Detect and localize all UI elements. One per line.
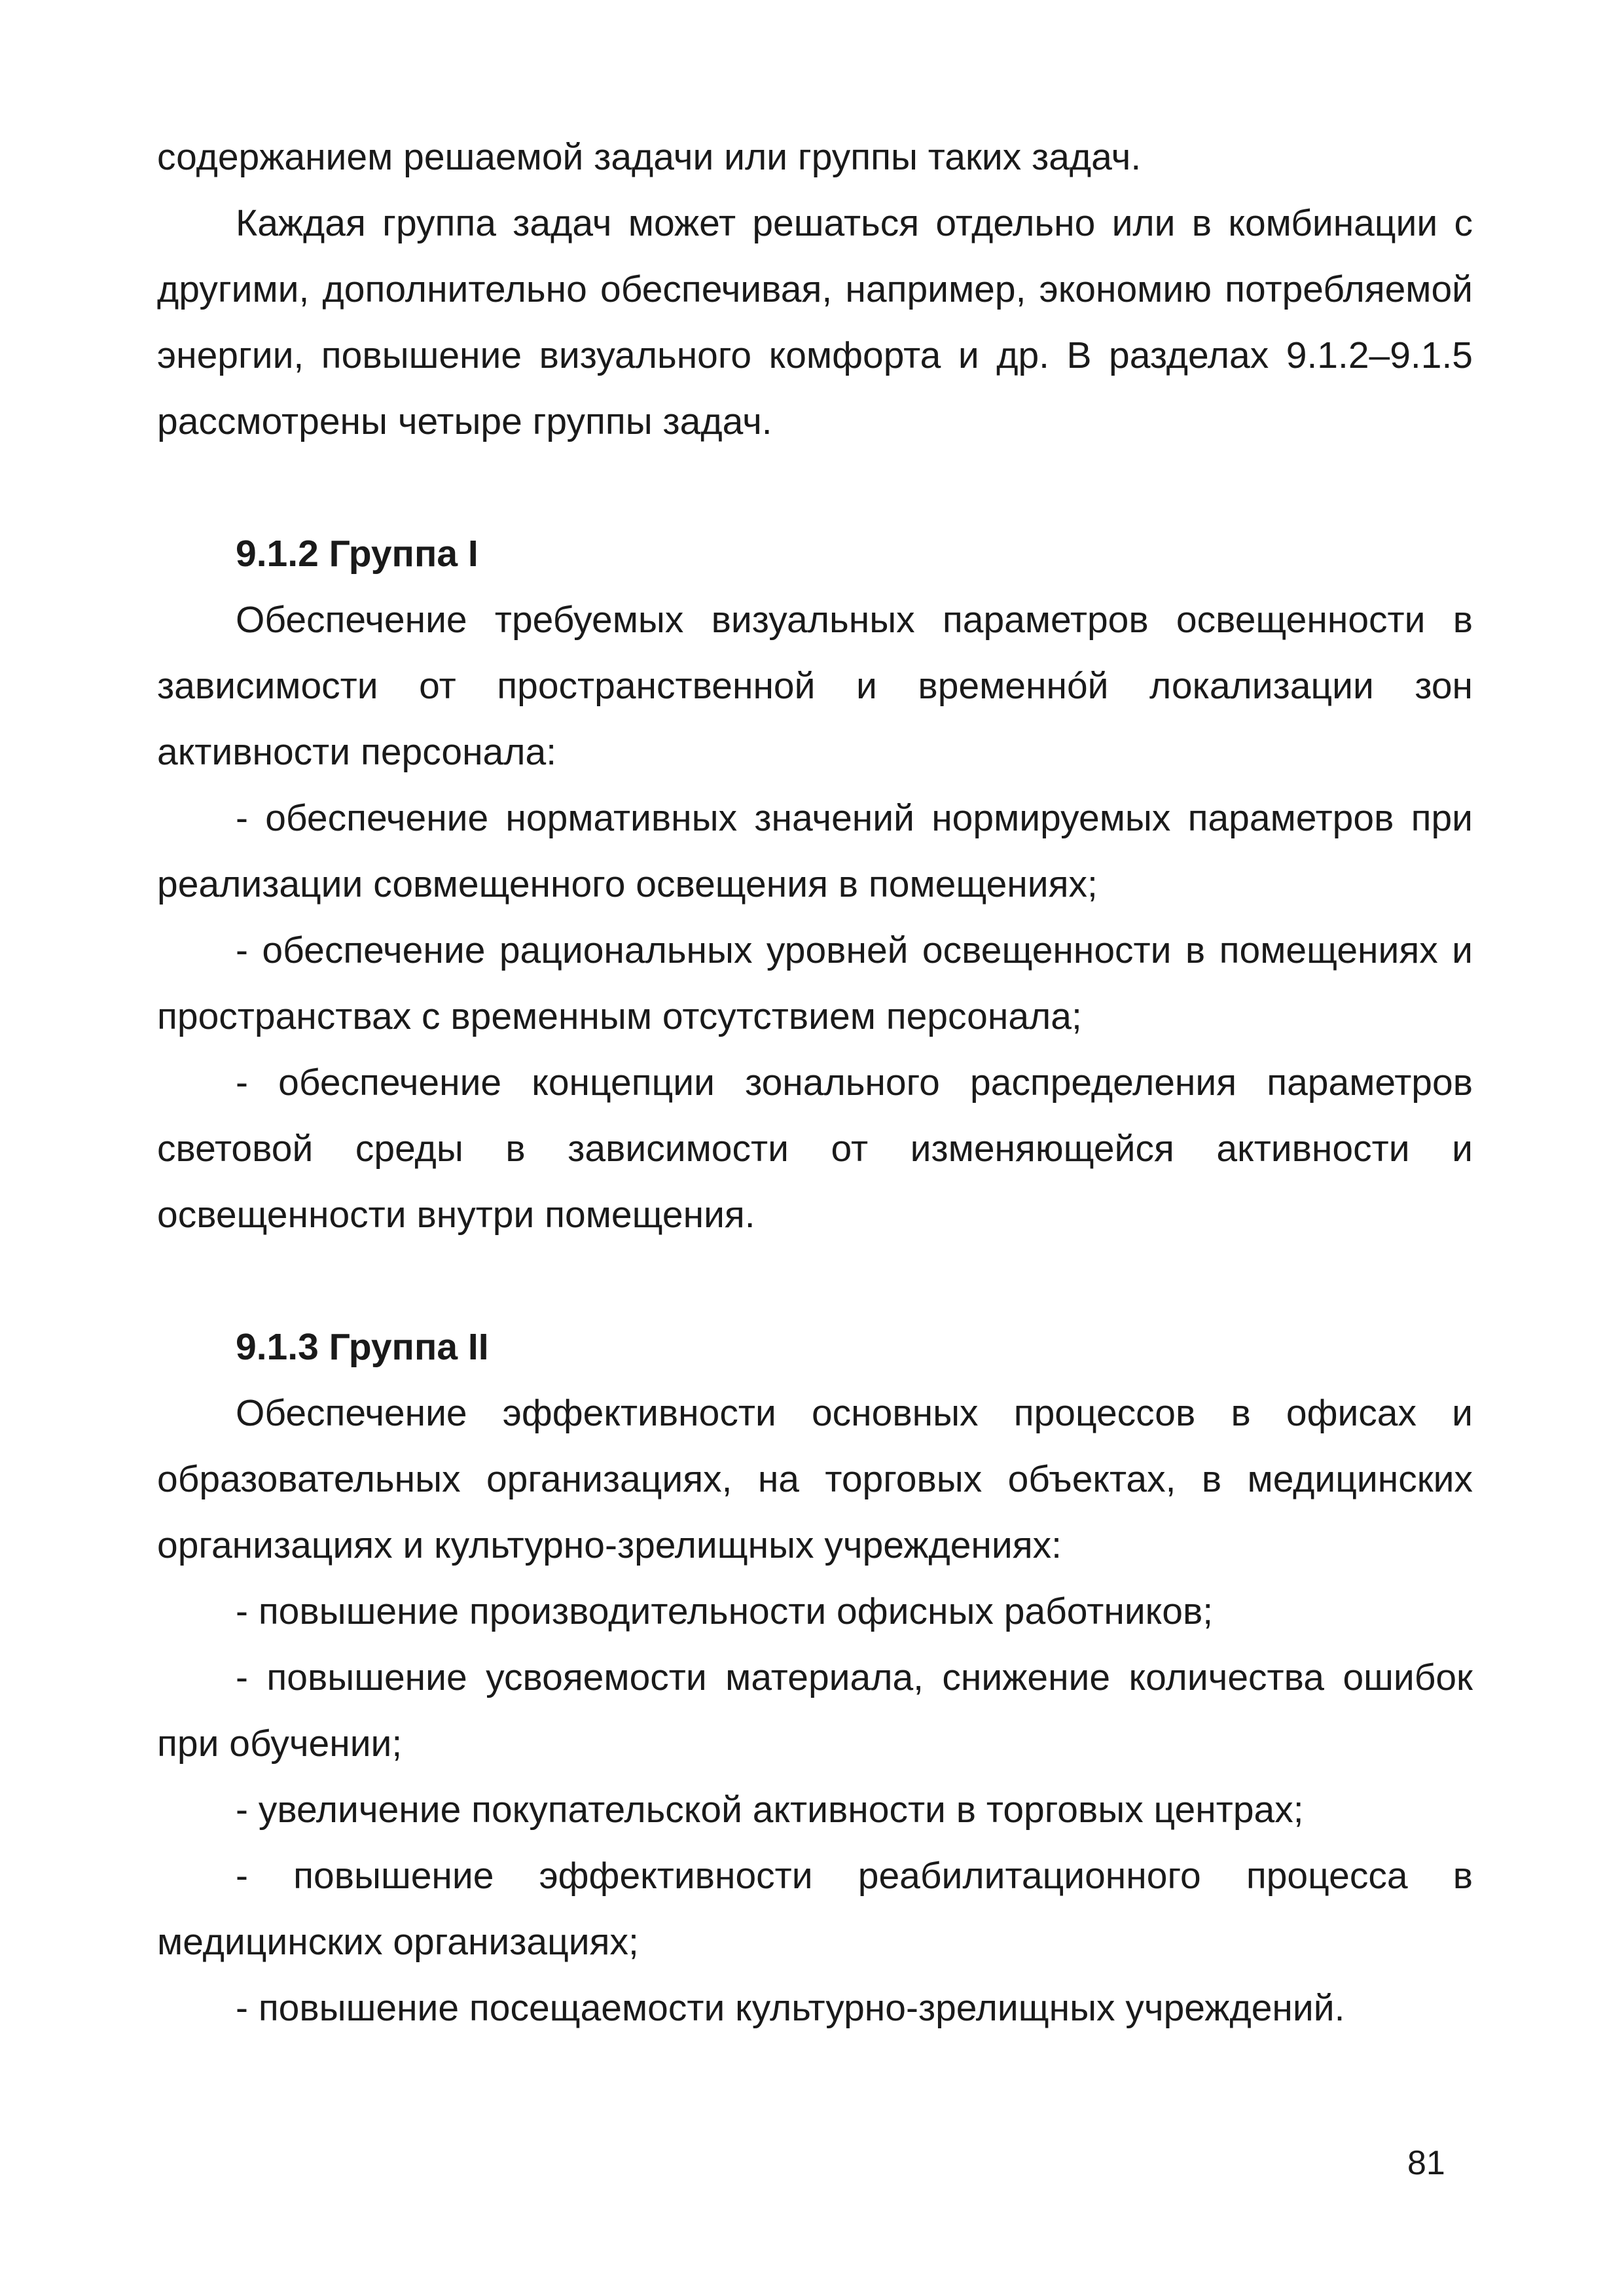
section-heading-912: 9.1.2 Группа I [236, 533, 478, 575]
section-gap [157, 455, 1473, 521]
section-gap [157, 1248, 1473, 1314]
section-912-item-3: - обеспечение концепции зонального распределения параметров световой среды в зависимости от изменяющейся активности и освещенности внутри помещения. [157, 1062, 1473, 1236]
section-913-item-1: - повышение производительности офисных работников; [236, 1590, 1214, 1632]
section-913-item-3: - увеличение покупательской активности в торговых центрах; [236, 1789, 1304, 1831]
section-913-item-2: - повышение усвояемости материала, снижение количества ошибок при обучении; [157, 1657, 1473, 1765]
document-page [157, 124, 1473, 2041]
section-heading-913: 9.1.3 Группа II [236, 1326, 489, 1368]
intro-paragraph: Каждая группа задач может решаться отдельно или в комбинации с другими, дополнительно обеспечивая, например, экономию потребляемой энергии, повышение визуального комфорта и др. В разделах 9.1.2–9.1.5 рассмотрены четыре группы задач. [157, 202, 1473, 442]
section-913-item-4: - повышение эффективности реабилитационного процесса в медицинских организациях; [157, 1855, 1473, 1963]
section-913-item-5: - повышение посещаемости культурно-зрелищных учреждений. [236, 1987, 1345, 2029]
section-912-item-1: - обеспечение нормативных значений нормируемых параметров при реализации совмещенного освещения в помещениях; [157, 797, 1473, 905]
section-913-lead: Обеспечение эффективности основных процессов в офисах и образовательных организациях, на торговых объектах, в медицинских организациях и культурно-зрелищных учреждениях: [157, 1392, 1473, 1566]
intro-continuation: содержанием решаемой задачи или группы таких задач. [157, 136, 1142, 178]
section-912-item-2: - обеспечение рациональных уровней освещенности в помещениях и пространствах с временным отсутствием персонала; [157, 929, 1473, 1037]
page-number: 81 [1407, 2144, 1445, 2182]
section-912-lead: Обеспечение требуемых визуальных параметров освещенности в зависимости от пространственной и временнóй локализации зон активности персонала: [157, 599, 1473, 773]
